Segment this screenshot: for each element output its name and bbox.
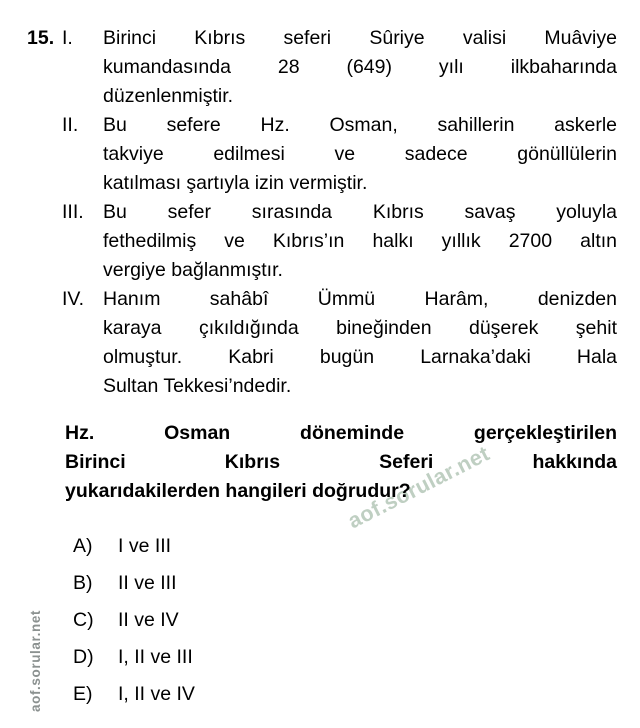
statement-text: [103, 24, 617, 111]
option-text: I, II ve III: [118, 646, 193, 668]
statement-line: karaya çıkıldığında bineğinden düşerek şehit: [103, 317, 617, 339]
option-b[interactable]: [73, 569, 640, 598]
statement-line: kumandasında 28 (649) yılı ilkbaharında: [103, 56, 617, 78]
statement-text: [103, 285, 617, 401]
options-list: [73, 532, 640, 709]
statement-line: Birinci Kıbrıs seferi Sûriye valisi Muâviye: [103, 27, 617, 49]
option-letter: D): [73, 646, 94, 668]
option-letter: A): [73, 535, 93, 557]
statement-item-3: [62, 198, 617, 285]
question-number: 15.: [27, 27, 55, 49]
statement-numeral: III.: [62, 201, 84, 223]
option-text: II ve III: [118, 572, 177, 594]
statement-text: [103, 198, 617, 285]
statement-numeral: I.: [62, 27, 73, 49]
statement-line: Hanım sahâbî Ümmü Harâm, denizden: [103, 288, 617, 310]
statement-line: olmuştur. Kabri bugün Larnaka’daki Hala: [103, 346, 617, 368]
watermark-vertical: aof.sorular.net: [28, 609, 43, 712]
statement-numeral: II.: [62, 114, 79, 136]
statement-item-4: [62, 285, 617, 401]
statement-line: düzenlenmiştir.: [103, 85, 234, 107]
question-line: Hz. Osman döneminde gerçekleştirilen: [65, 422, 617, 444]
option-letter: E): [73, 683, 93, 705]
statement-item-1: [62, 24, 617, 111]
statement-numeral: IV.: [62, 288, 85, 310]
statement-item-2: [62, 111, 617, 198]
statement-text: [103, 111, 617, 198]
statements-list: [62, 24, 617, 401]
option-text: I ve III: [118, 535, 172, 557]
statement-line: Sultan Tekkesi’ndedir.: [103, 375, 292, 397]
option-d[interactable]: [73, 643, 640, 672]
watermark-diagonal: aof.sorular.net: [344, 441, 494, 534]
question-line: yukarıdakilerden hangileri doğrudur?: [65, 480, 411, 502]
statement-line: vergiye bağlanmıştır.: [103, 259, 283, 281]
question-stem: [65, 419, 617, 506]
statement-line: fethedilmiş ve Kıbrıs’ın halkı yıllık 2700 altın: [103, 230, 617, 252]
question-line: Birinci Kıbrıs Seferi hakkında: [65, 451, 617, 473]
option-text: I, II ve IV: [118, 683, 195, 705]
statement-line: takviye edilmesi ve sadece gönüllülerin: [103, 143, 617, 165]
option-c[interactable]: [73, 606, 640, 635]
option-letter: C): [73, 609, 94, 631]
option-text: II ve IV: [118, 609, 179, 631]
option-e[interactable]: [73, 680, 640, 709]
option-letter: B): [73, 572, 93, 594]
statement-line: Bu sefere Hz. Osman, sahillerin askerle: [103, 114, 617, 136]
statement-line: Bu sefer sırasında Kıbrıs savaş yoluyla: [103, 201, 617, 223]
option-a[interactable]: [73, 532, 640, 561]
statement-line: katılması şartıyla izin vermiştir.: [103, 172, 368, 194]
